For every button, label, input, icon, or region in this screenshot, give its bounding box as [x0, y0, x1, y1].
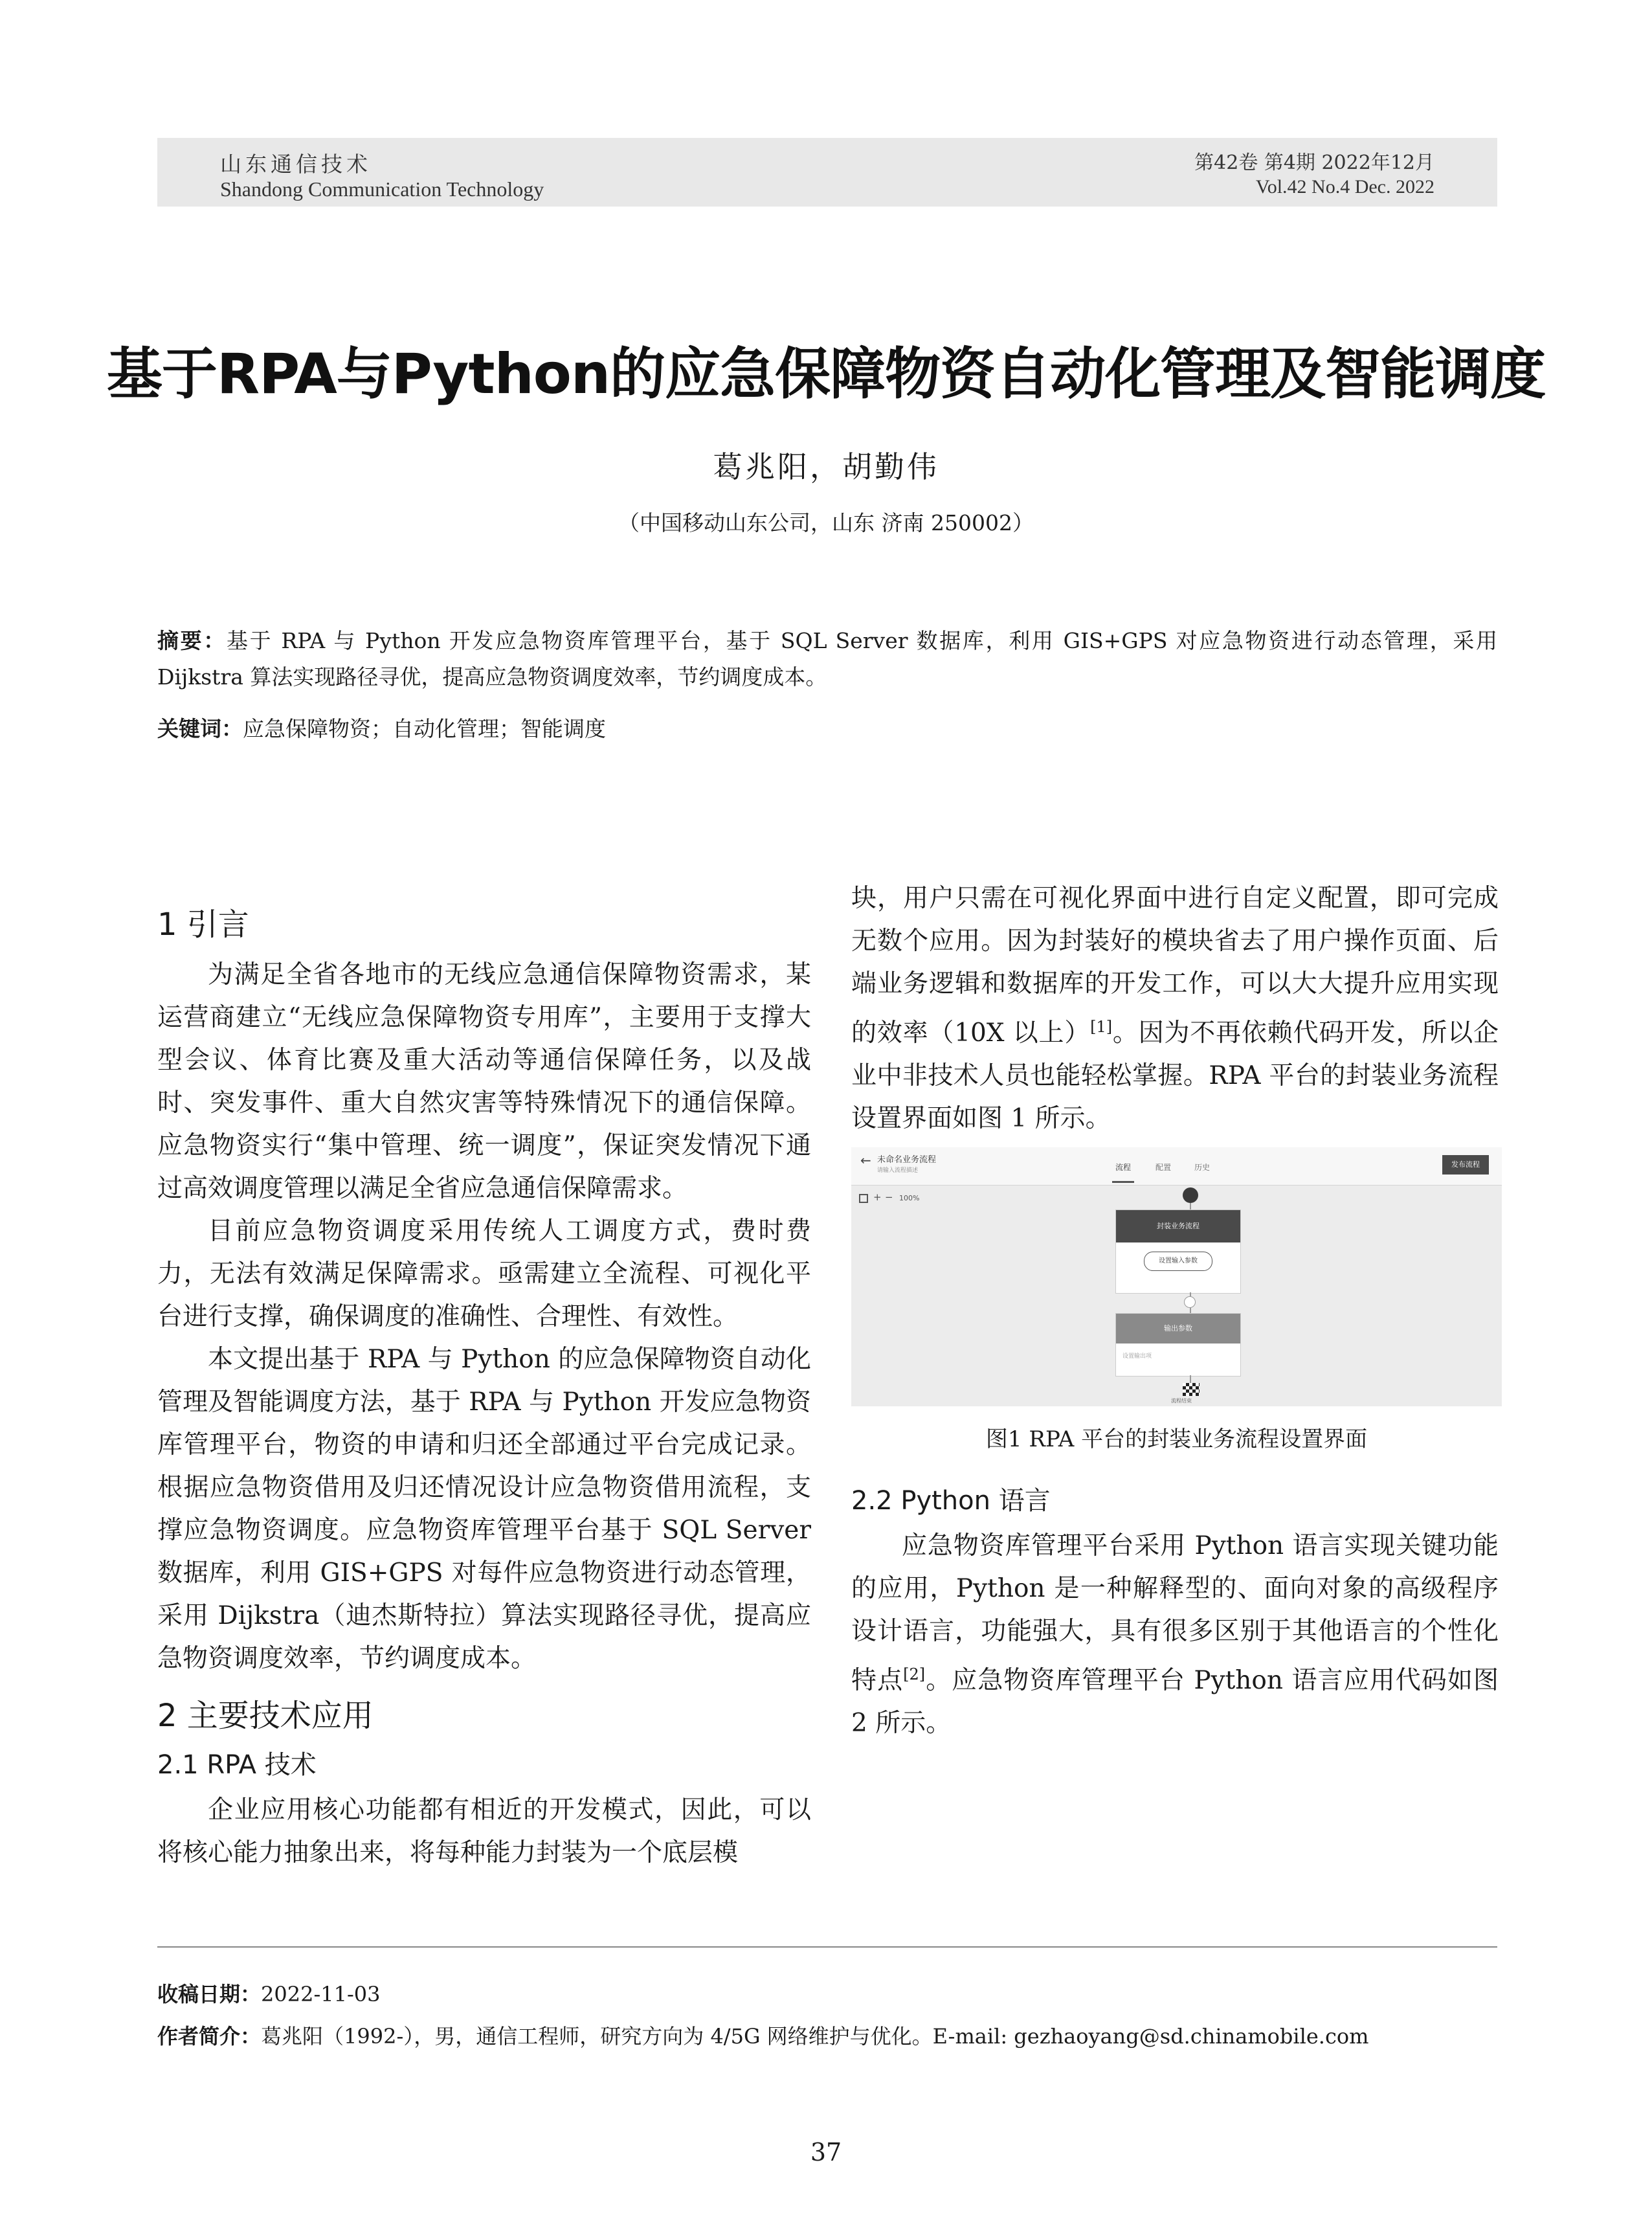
- figure-tab-config: 配置: [1155, 1163, 1172, 1172]
- abstract: [157, 623, 1497, 695]
- zoom-level: 100%: [899, 1194, 920, 1202]
- section-1-heading: 1 引言: [157, 906, 249, 943]
- flow-node-2-title: 输出参数: [1116, 1314, 1240, 1343]
- volume-info-en: Vol.42 No.4 Dec. 2022: [1255, 176, 1434, 197]
- keywords: [157, 711, 1497, 747]
- continuation-text: 块，用户只需在可视化界面中进行自定义配置，即可完成无数个应用。因为封装好的模块省去了用户操作页面、后端业务逻辑和数据库的开发工作，可以大大提升应用实现的效率（10X 以上）: [851, 884, 1499, 1048]
- journal-name-cn: 山东通信技术: [220, 152, 372, 177]
- abstract-label: 摘要：: [157, 628, 227, 653]
- figure-tab-flow: 流程: [1115, 1163, 1132, 1172]
- figure-1-caption: 图1 RPA 平台的封装业务流程设置界面: [985, 1426, 1368, 1452]
- received-value: 2022-11-03: [261, 1982, 381, 2007]
- section-1-paragraph-2: 目前应急物资调度采用传统人工调度方式，费时费力，无法有效满足保障需求。亟需建立全流程、可视化平台进行支撑，确保调度的准确性、合理性、有效性。: [157, 1217, 811, 1331]
- connector-line: [1190, 1203, 1191, 1209]
- figure-app-topbar: [851, 1147, 1502, 1186]
- author-bio: [157, 2020, 1369, 2050]
- python-text-2: 。应急物资库管理平台 Python 语言应用代码如图 2 所示。: [851, 1666, 1499, 1738]
- section-2-2-paragraph-1: [851, 1525, 1499, 1745]
- paper-title: 基于RPA与Python的应急保障物资自动化管理及智能调度: [106, 342, 1546, 407]
- page-number: 37: [810, 2138, 842, 2166]
- author-list: 葛兆阳，胡勤伟: [713, 449, 939, 484]
- right-column: [851, 877, 1499, 1140]
- figure-1-screenshot: [851, 1147, 1502, 1406]
- bio-label: 作者简介：: [157, 2024, 262, 2049]
- python-text: 应急物资库管理平台采用 Python 语言实现关键功能的应用，Python 是一种解释型的、面向对象的高级程序设计语言，功能强大，具有很多区别于其他语言的个性化特点: [851, 1531, 1499, 1695]
- figure-page-subtitle: 请输入流程描述: [877, 1167, 919, 1174]
- start-node-icon: [1183, 1187, 1198, 1203]
- right-column-lower: [851, 1479, 1499, 1745]
- section-1-paragraph-1: 为满足全省各地市的无线应急通信保障物资需求，某运营商建立“无线应急保障物资专用库”，主要用于支撑大型会议、体育比赛及重大活动等通信保障任务，以及战时、突发事件、重大自然灾害等特殊情况下的通信保障。应急物资实行“集中管理、统一调度”，保证突发情况下通过高效调度管理以满足全省应急通信保障需求。: [157, 960, 811, 1203]
- flow-node-1-button: 设置输入参数: [1144, 1252, 1212, 1271]
- left-column: [157, 903, 811, 1874]
- finish-flag-icon: [1183, 1383, 1200, 1396]
- section-2-1-continuation: [851, 877, 1499, 1140]
- section-2-heading: 2 主要技术应用: [157, 1698, 374, 1734]
- end-label: 流程结束: [1171, 1398, 1192, 1404]
- section-1-paragraph-3: 本文提出基于 RPA 与 Python 的应急保障物资自动化管理及智能调度方法，基于 RPA 与 Python 开发应急物资库管理平台，物资的申请和归还全部通过平台完成记录。根据应急物资借用及归还情况设计应急物资借用流程，支撑应急物资调度。应急物资库管理平台基于 SQL Server 数据库，利用 GIS+GPS 对每件应急物资进行动态管理，采用 Dijkstra（迪杰斯特拉）算法实现路径寻优，提高应急物资调度效率，节约调度成本。: [157, 1345, 811, 1673]
- back-arrow-icon: ←: [860, 1152, 871, 1168]
- keywords-text: 应急保障物资；自动化管理；智能调度: [243, 716, 606, 741]
- flow-node-1: [1115, 1209, 1241, 1294]
- citation-1: [1]: [1090, 1018, 1113, 1036]
- bio-text: 葛兆阳（1992-），男，通信工程师，研究方向为 4/5G 网络维护与优化。E-mail: gezhaoyang@sd.chinamobile.com: [261, 2024, 1369, 2049]
- figure-publish-button: 发布流程: [1442, 1155, 1489, 1175]
- figure-tab-active-indicator: [1112, 1181, 1134, 1183]
- figure-page-title: 未命名业务流程: [877, 1155, 937, 1165]
- keywords-label: 关键词：: [157, 716, 243, 741]
- affiliation: （中国移动山东公司，山东 济南 250002）: [618, 510, 1034, 535]
- footnote-rule: [157, 1946, 1497, 1948]
- zoom-out-icon: −: [885, 1191, 893, 1203]
- zoom-in-icon: +: [873, 1191, 882, 1203]
- journal-name-en: Shandong Communication Technology: [220, 177, 544, 201]
- volume-info-cn: 第42卷 第4期 2022年12月: [1194, 152, 1434, 174]
- fit-view-icon: [859, 1194, 868, 1203]
- section-2-1-paragraph-1: 企业应用核心功能都有相近的开发模式，因此，可以将核心能力抽象出来，将每种能力封装为一个底层模: [157, 1795, 811, 1867]
- received-label: 收稿日期：: [157, 1982, 262, 2007]
- add-step-icon: [1184, 1296, 1196, 1308]
- flow-node-1-title: 封装业务流程: [1116, 1210, 1240, 1242]
- flow-node-2-hint: 设置输出项: [1122, 1353, 1152, 1360]
- figure-tab-history: 历史: [1194, 1163, 1211, 1172]
- section-2-2-heading: 2.2 Python 语言: [851, 1486, 1051, 1516]
- flow-node-2: [1115, 1313, 1241, 1377]
- abstract-text: 基于 RPA 与 Python 开发应急物资库管理平台，基于 SQL Server 数据库，利用 GIS+GPS 对应急物资进行动态管理，采用 Dijkstra 算法实现路径寻优，提高应急物资调度效率，节约调度成本。: [157, 628, 1497, 690]
- citation-2: [2]: [903, 1665, 926, 1683]
- received-date: [157, 1978, 381, 2008]
- continuation-text-2: 。因为不再依赖代码开发，所以企业中非技术人员也能轻松掌握。RPA 平台的封装业务流程设置界面如图 1 所示。: [851, 1018, 1499, 1133]
- section-2-1-heading: 2.1 RPA 技术: [157, 1750, 317, 1780]
